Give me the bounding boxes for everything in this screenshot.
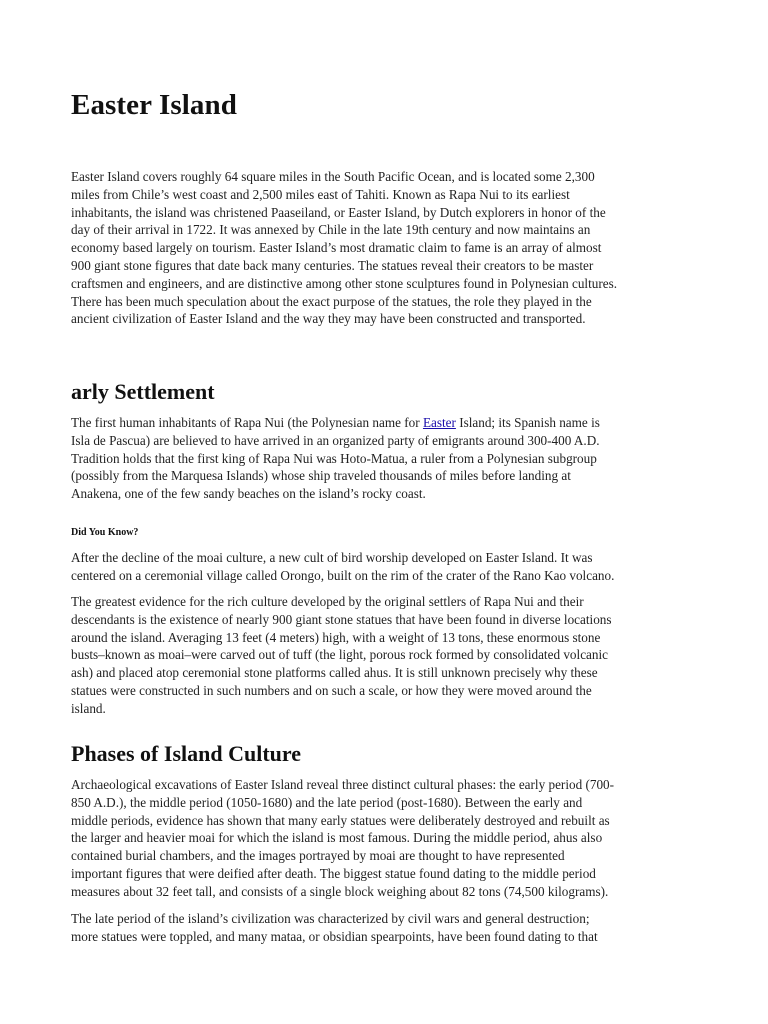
text-line: Isla de Pascua) are believed to have arrived in an organized party of emigrants around 300-400 A.D.	[71, 432, 600, 448]
text-line: craftsmen and engineers, and are distinctive among other stone sculptures found in Polynesian cultures.	[71, 275, 618, 291]
easter-link[interactable]: Easter	[422, 415, 456, 430]
text-line: 900 giant stone figures that date back many centuries. The statues reveal their creators to be master	[71, 257, 594, 273]
text-line: After the decline of the moai culture, a new cult of bird worship developed on Easter Island. It was	[71, 550, 593, 565]
text-line: economy based largely on tourism. Easter Island’s most dramatic claim to fame is an array of almost	[71, 240, 602, 256]
text-line: ash) and placed atop ceremonial stone platforms called ahus. It is still unknown precisely why these	[71, 665, 598, 681]
settlement-paragraph	[71, 414, 697, 503]
text-fragment: The first human inhabitants of Rapa Nui (the Polynesian name for	[71, 415, 423, 430]
text-line: There has been much speculation about the exact purpose of the statues, the role they played in the	[71, 293, 592, 309]
text-line: ancient civilization of Easter Island and the way they may have been constructed and transported.	[71, 311, 586, 327]
text-line: around the island. Averaging 13 feet (4 meters) high, with a weight of 13 tons, these enormous stone	[71, 629, 601, 645]
did-you-know-heading: Did You Know?	[71, 527, 139, 538]
text-line	[71, 414, 697, 432]
phases-paragraph-1	[71, 776, 697, 901]
text-line: (possibly from the Marquesa Islands) whose ship traveled thousands of miles before landing at	[71, 468, 571, 484]
text-line: descendants is the existence of nearly 900 giant stone statues that have been found in diverse locations	[71, 611, 612, 627]
text-line: inhabitants, the island was christened Paaseiland, or Easter Island, by Dutch explorers in honor of the	[71, 204, 606, 220]
text-line: middle periods, evidence has shown that many early statues were deliberately destroyed and rebuilt as	[71, 812, 610, 828]
text-line: statues were constructed in such numbers and on such a scale, or how they were moved around the	[71, 682, 592, 698]
text-line: The greatest evidence for the rich culture developed by the original settlers of Rapa Nui and their	[71, 594, 584, 609]
text-line: measures about 32 feet tall, and consists of a single block weighing about 82 tons (74,500 kilograms).	[71, 883, 609, 899]
page-title: Easter Island	[71, 89, 237, 121]
text-line: island.	[71, 700, 106, 716]
text-line: Archaeological excavations of Easter Island reveal three distinct cultural phases: the early period (700-	[71, 777, 615, 792]
text-line: contained burial chambers, and the images portrayed by moai are thought to have represented	[71, 848, 565, 864]
intro-paragraph	[71, 168, 697, 328]
text-line: busts–known as moai–were carved out of tuff (the light, porous rock formed by consolidated volcanic	[71, 647, 609, 663]
evidence-paragraph	[71, 593, 697, 718]
section-heading-phases: Phases of Island Culture	[71, 741, 302, 766]
text-line: important figures that were deified after death. The biggest statue found dating to the middle period	[71, 865, 596, 881]
text-line: miles from Chile’s west coast and 2,500 miles east of Tahiti. Known as Rapa Nui to its earliest	[71, 186, 570, 202]
text-line: Easter Island covers roughly 64 square miles in the South Pacific Ocean, and is located some 2,300	[71, 169, 595, 184]
did-you-know-paragraph	[71, 549, 697, 585]
text-line: more statues were toppled, and many mataa, or obsidian spearpoints, have been found dating to that	[71, 928, 598, 944]
text-line: The late period of the island’s civilization was characterized by civil wars and general destruction;	[71, 911, 590, 926]
text-line: the larger and heavier moai for which the island is most famous. During the middle period, ahus also	[71, 830, 603, 846]
text-line: 850 A.D.), the middle period (1050-1680) and the late period (post-1680). Between the early and	[71, 794, 583, 810]
text-line: day of their arrival in 1722. It was annexed by Chile in the late 19th century and now maintains an	[71, 222, 591, 238]
text-line: centered on a ceremonial village called Orongo, built on the rim of the crater of the Rano Kao volcano.	[71, 567, 615, 583]
section-heading-settlement: arly Settlement	[71, 379, 215, 404]
text-line: Anakena, one of the few sandy beaches on the island’s rocky coast.	[71, 486, 426, 502]
phases-paragraph-2	[71, 910, 697, 946]
text-fragment: Island; its Spanish name is	[455, 415, 600, 430]
text-line: Tradition holds that the first king of Rapa Nui was Hoto-Matua, a ruler from a Polynesian subgroup	[71, 450, 597, 466]
